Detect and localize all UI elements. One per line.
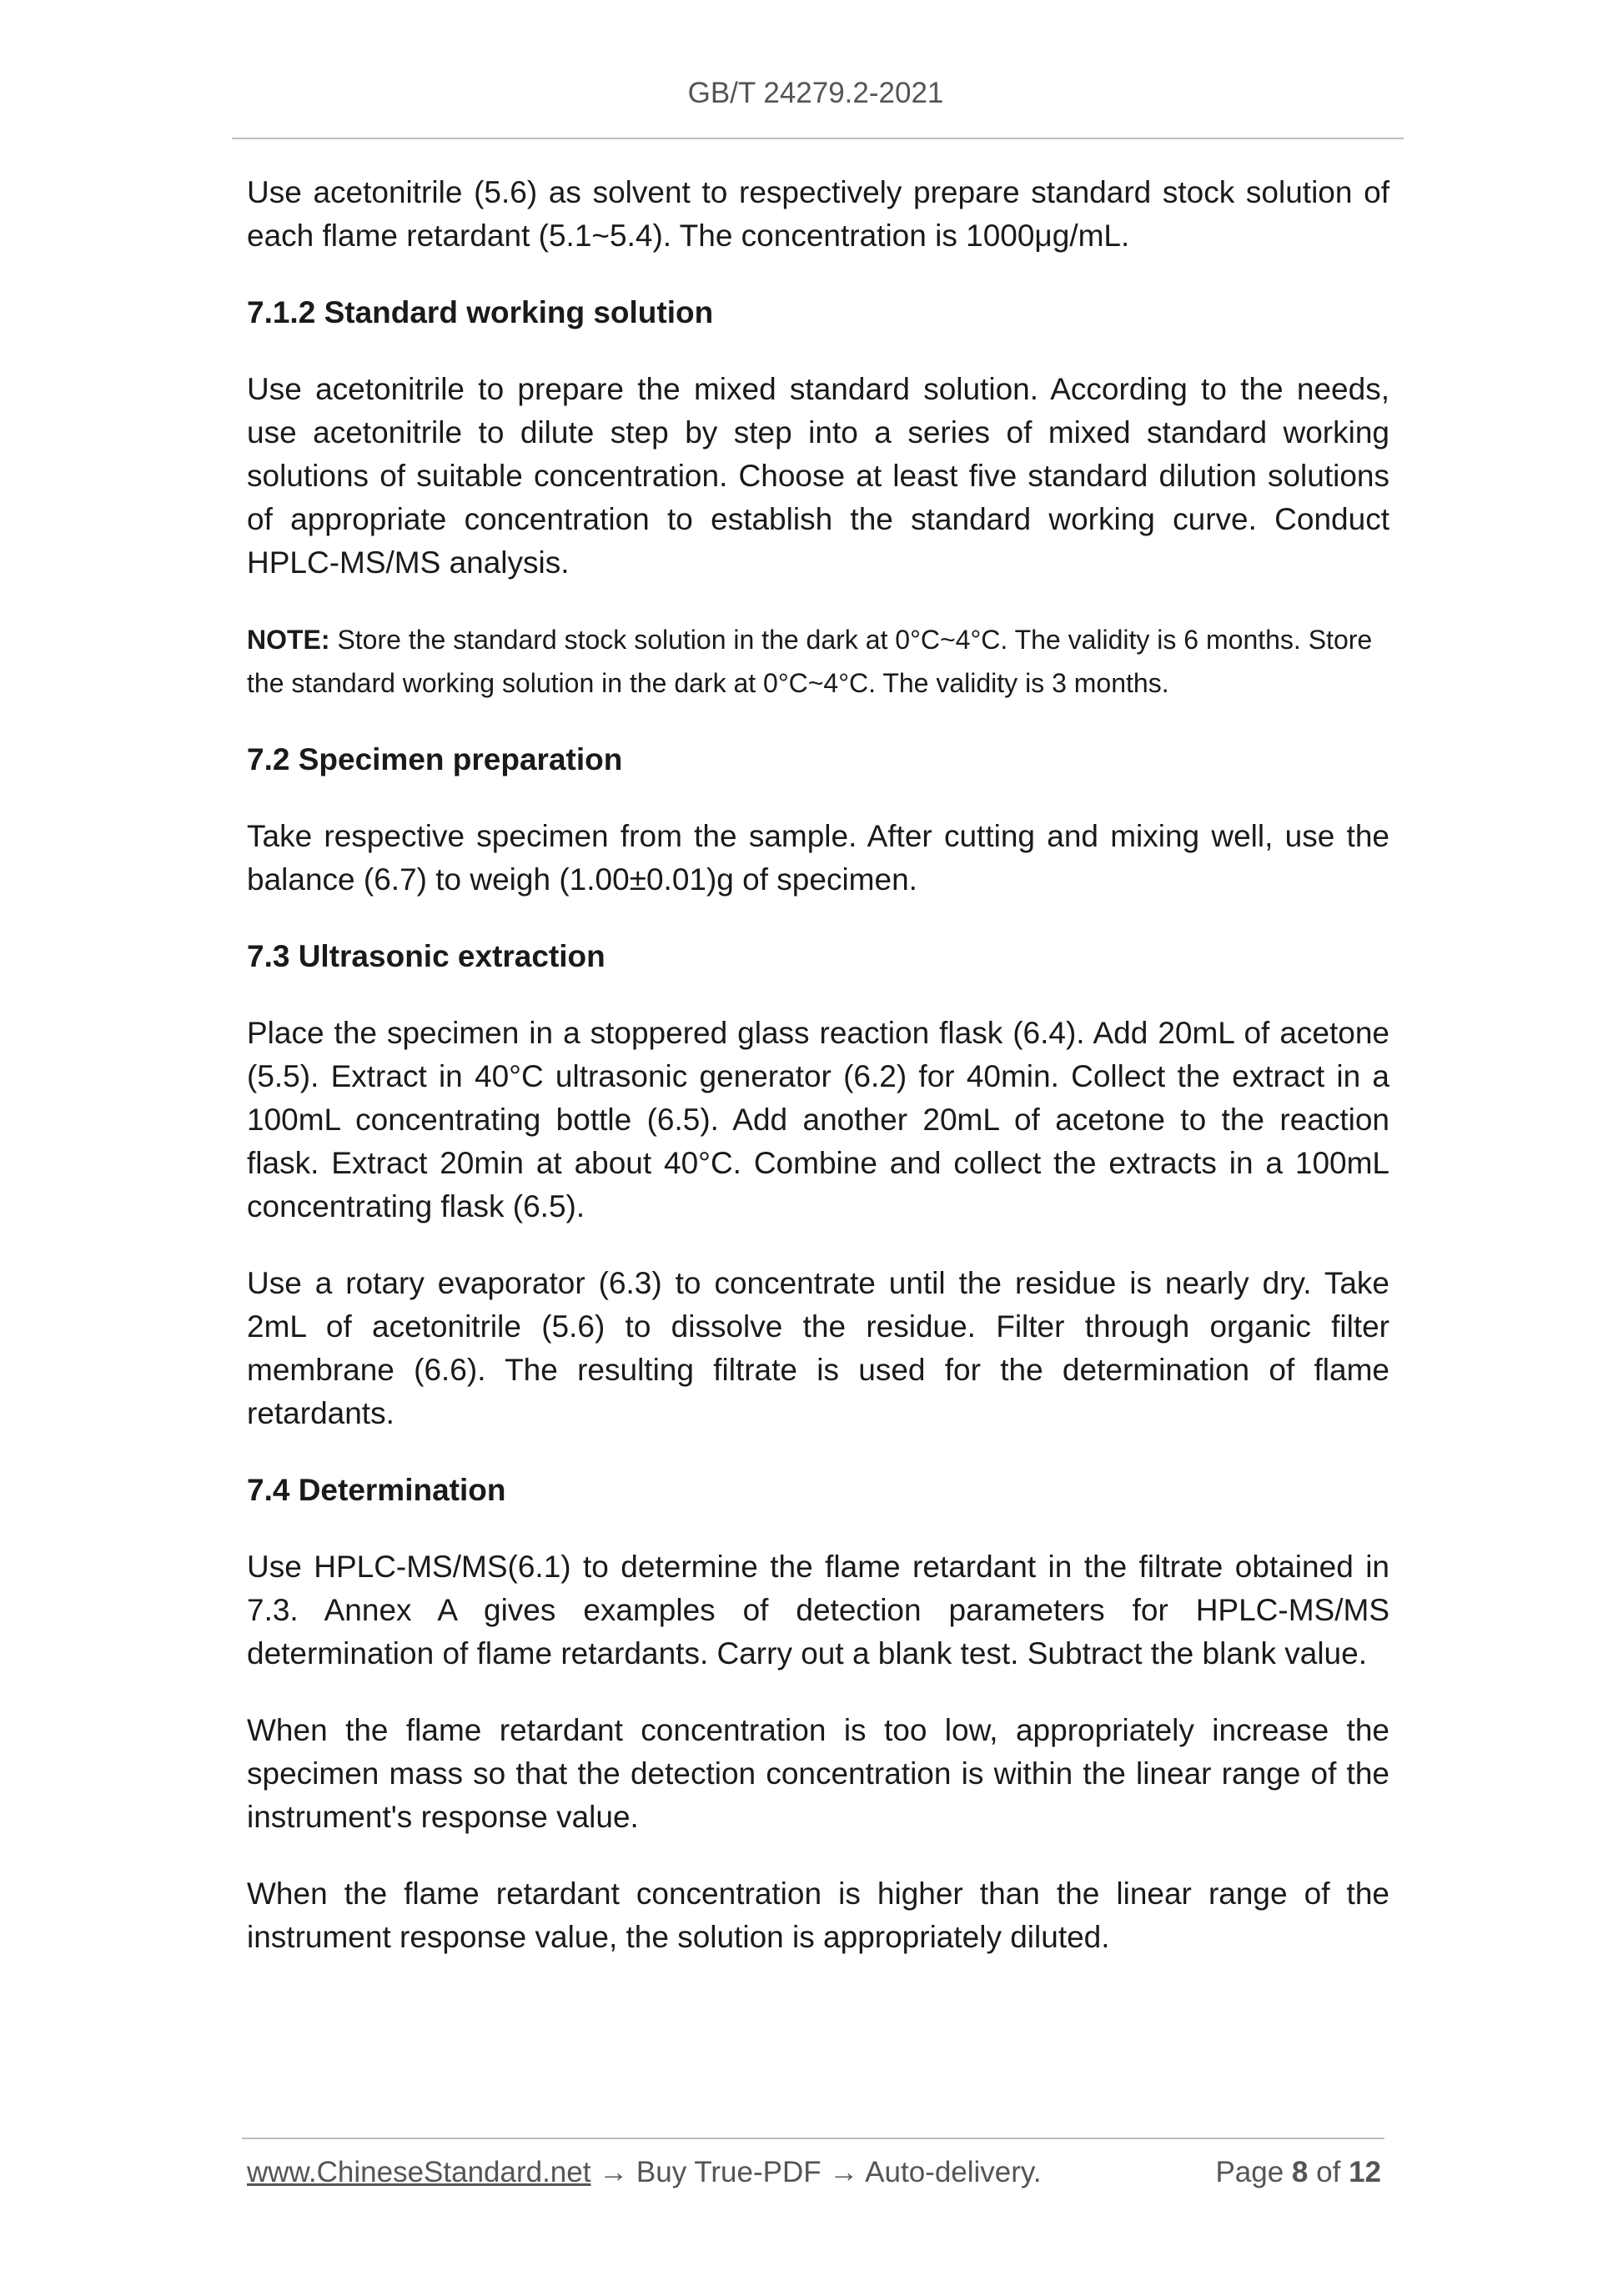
intro-paragraph: Use acetonitrile (5.6) as solvent to respectively prepare standard stock solution of each flame retardant (5.1~5.4). The concentration is 1000μg/mL. — [247, 175, 1389, 253]
page-footer — [247, 2156, 1389, 2198]
section-7-4-heading: 7.4 Determination — [247, 1473, 506, 1507]
footer-promo — [247, 2156, 1042, 2189]
section-7-2-paragraph: Take respective specimen from the sample. After cutting and mixing well, use the balance (6.7) to weigh (1.00±0.01)g of specimen. — [247, 819, 1389, 897]
site-link[interactable]: www.ChineseStandard.net — [247, 2156, 591, 2188]
note-label: NOTE: — [247, 625, 330, 655]
section-7-3-paragraph-2: Use a rotary evaporator (6.3) to concentrate until the residue is nearly dry. Take 2mL of acetonitrile (5.6) to dissolve the residue. Filter through organic filter membrane (6.6). The resulting filtrate is used for the determination of flame retardants. — [247, 1266, 1389, 1430]
page-current: 8 — [1291, 2156, 1309, 2188]
section-7-4-paragraph-1: Use HPLC-MS/MS(6.1) to determine the flame retardant in the filtrate obtained in 7.3. Annex A gives examples of detection parameters for HPLC-MS/MS determination of flame retardants. Carry out a blank test. Subtract the blank value. — [247, 1550, 1389, 1671]
section-7-2-heading: 7.2 Specimen preparation — [247, 742, 623, 776]
page-label: Page — [1215, 2156, 1284, 2188]
footer-divider — [242, 2138, 1384, 2139]
section-7-1-2-paragraph: Use acetonitrile to prepare the mixed standard solution. According to the needs, use acetonitrile to dilute step by step into a series of mixed standard working solutions of suitable concentration. Choose at least five standard dilution solutions of appropriate concentration to establish the standard working curve. Conduct HPLC-MS/MS analysis. — [247, 372, 1389, 580]
of-label: of — [1316, 2156, 1341, 2188]
section-7-4-paragraph-3: When the flame retardant concentration is higher than the linear range of the instrument response value, the solution is appropriately diluted. — [247, 1876, 1389, 1954]
section-7-1-2-heading: 7.1.2 Standard working solution — [247, 295, 714, 329]
section-7-4-paragraph-2: When the flame retardant concentration is too low, appropriately increase the specimen mass so that the detection concentration is within the linear range of the instrument's response value. — [247, 1713, 1389, 1834]
header-divider — [232, 138, 1404, 139]
note-block — [247, 618, 1389, 705]
document-body — [247, 171, 1389, 1992]
section-7-3-heading: 7.3 Ultrasonic extraction — [247, 939, 605, 973]
page-header: GB/T 24279.2-2021 — [687, 77, 944, 109]
footer-tagline: → Buy True-PDF → Auto-delivery. — [590, 2156, 1042, 2188]
section-7-3-paragraph-1: Place the specimen in a stoppered glass reaction flask (6.4). Add 20mL of acetone (5.5). Extract in 40°C ultrasonic generator (6.2) for 40min. Collect the extract in a 100mL concentrating bottle (6.5). Add another 20mL of acetone to the reaction flask. Extract 20min at about 40°C. Combine and collect the extracts in a 100mL concentrating flask (6.5). — [247, 1016, 1389, 1223]
note-text: Store the standard stock solution in the dark at 0°C~4°C. The validity is 6 months. Store the standard working solution in the dark at 0°C~4°C. The validity is 3 months. — [247, 625, 1373, 698]
page-number — [1215, 2156, 1381, 2189]
page-total: 12 — [1349, 2156, 1381, 2188]
